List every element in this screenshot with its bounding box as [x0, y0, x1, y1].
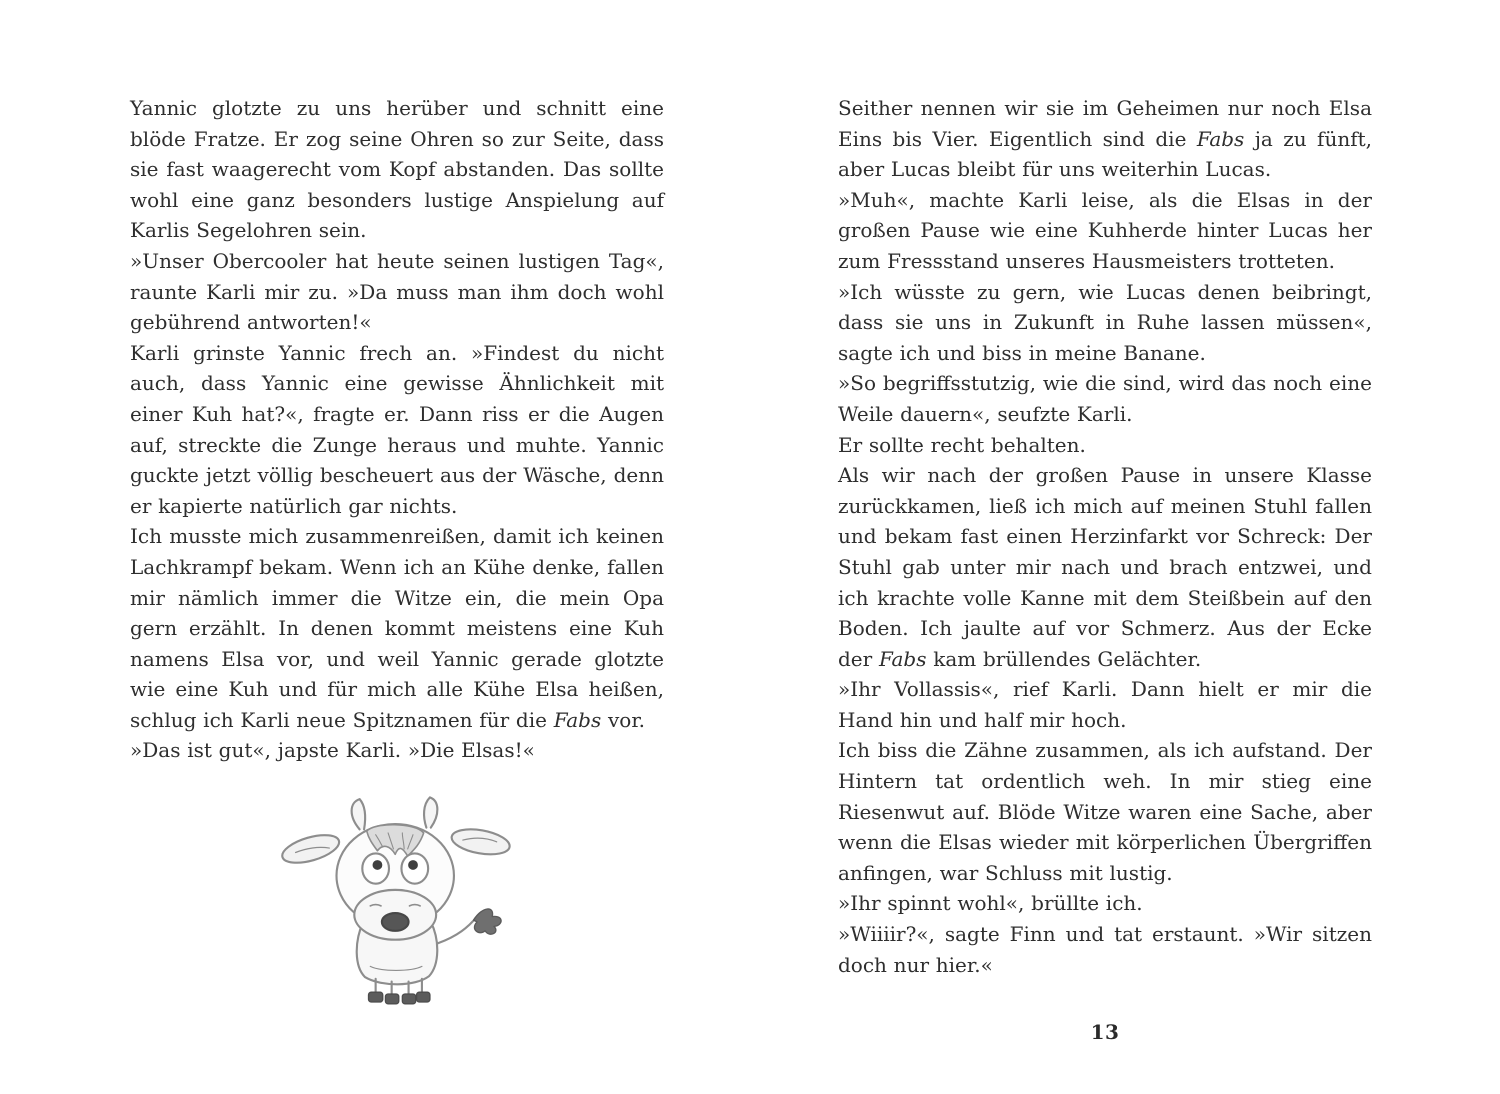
- italic-text: Fabs: [1196, 126, 1245, 151]
- paragraph: [130, 338, 664, 522]
- text-run: Yannic glotzte zu uns herüber und schnitt eine blöde Fratze. Er zog seine Ohren so zur Seite, dass sie fast waagerecht vom Kopf abstanden. Das sollte wohl eine ganz besonders lustige Anspielung auf Karlis Segelohren sein.: [130, 96, 664, 243]
- paragraph: [130, 735, 664, 766]
- cow-pupil-right: [408, 860, 418, 870]
- text-run: Ich musste mich zusammenreißen, damit ich keinen Lachkrampf bekam. Wenn ich an Kühe denke, fallen mir nämlich immer die Witze ein, die mein Opa gern erzählt. In denen kommt meistens eine Kuh namens Elsa vor, und weil Yannic gerade glotzte wie eine Kuh und für mich alle Kühe Elsa heißen, schlug ich Karli neue Spitznamen für die: [130, 524, 664, 732]
- text-run: Als wir nach der großen Pause in unsere Klasse zurückkamen, ließ ich mich auf meinen Stuhl fallen und bekam fast einen Herzinfarkt vor Schreck: Der Stuhl gab unter mir nach und brach entzwei, und ich krachte volle Kanne mit dem Steißbein auf den Boden. Ich jaulte auf vor Schmerz. Aus der Ecke der: [838, 463, 1372, 671]
- page-number: 13: [1090, 1020, 1120, 1045]
- cow-hoof: [402, 994, 415, 1004]
- text-run: »So begriffsstutzig, wie die sind, wird das noch eine Weile dauern«, seufzte Karli.: [838, 371, 1372, 426]
- left-page-text: [130, 93, 664, 766]
- text-run: »Muh«, machte Karli leise, als die Elsas in der großen Pause wie eine Kuhherde hinter Lucas her zum Fressstand unseres Hausmeisters trotteten.: [838, 187, 1372, 273]
- text-run: »Ihr spinnt wohl«, brüllte ich.: [838, 891, 1143, 916]
- right-page-text: [838, 93, 1372, 980]
- left-page: [130, 93, 664, 1014]
- paragraph: [838, 93, 1372, 185]
- paragraph: [838, 674, 1372, 735]
- cow-mouth: [382, 913, 409, 931]
- cow-tail: [438, 917, 477, 944]
- right-page: [838, 93, 1372, 1044]
- paragraph: [838, 735, 1372, 888]
- text-run: Er sollte recht behalten.: [838, 432, 1086, 457]
- paragraph: [130, 93, 664, 246]
- paragraph: [838, 277, 1372, 369]
- cow-sketch-illustration: [281, 792, 513, 1010]
- cow-hoof: [417, 992, 430, 1002]
- text-run: Seither nennen wir sie im Geheimen nur noch Elsa Eins bis Vier. Eigentlich sind die: [838, 96, 1372, 151]
- paragraph: [838, 888, 1372, 919]
- paragraph: [130, 521, 664, 735]
- paragraph: [838, 919, 1372, 980]
- text-run: vor.: [601, 707, 646, 732]
- paragraph: [838, 185, 1372, 277]
- italic-text: Fabs: [553, 707, 602, 732]
- text-run: kam brüllendes Gelächter.: [926, 646, 1202, 671]
- paragraph: [838, 460, 1372, 674]
- cow-tail-tuft: [474, 909, 502, 934]
- text-run: »Ihr Vollassis«, rief Karli. Dann hielt er mir die Hand hin und half mir hoch.: [838, 677, 1372, 732]
- cow-illustration: [130, 792, 664, 1014]
- cow-hoof: [385, 994, 398, 1004]
- paragraph: [130, 246, 664, 338]
- text-run: »Unser Obercooler hat heute seinen lustigen Tag«, raunte Karli mir zu. »Da muss man ihm doch wohl gebührend antworten!«: [130, 248, 664, 335]
- text-run: Ich biss die Zähne zusammen, als ich aufstand. Der Hintern tat ordentlich weh. In mir stieg eine Riesenwut auf. Blöde Witze waren eine Sache, aber wenn die Elsas wieder mit körperlichen Übergriffen anfingen, war Schluss mit lustig.: [838, 738, 1372, 885]
- text-run: »Ich wüsste zu gern, wie Lucas denen beibringt, dass sie uns in Zukunft in Ruhe lassen müssen«, sagte ich und biss in meine Banane.: [838, 279, 1372, 365]
- text-run: »Das ist gut«, japste Karli. »Die Elsas!«: [130, 738, 535, 763]
- text-run: Karli grinste Yannic frech an. »Findest du nicht auch, dass Yannic eine gewisse Ähnlichkeit mit einer Kuh hat?«, fragte er. Dann riss er die Augen auf, streckte die Zunge heraus und muhte. Yannic guckte jetzt völlig bescheuert aus der Wäsche, denn er kapierte natürlich gar nichts.: [130, 340, 664, 518]
- cow-pupil-left: [373, 860, 383, 870]
- text-run: »Wiiiir?«, sagte Finn und tat erstaunt. »Wir sitzen doch nur hier.«: [838, 922, 1372, 977]
- cow-horn-right: [424, 797, 437, 827]
- cow-ear-right: [450, 825, 512, 858]
- paragraph: [838, 368, 1372, 429]
- cow-ear-left: [281, 830, 342, 868]
- paragraph: [838, 430, 1372, 461]
- cow-horn-left: [352, 799, 365, 829]
- cow-hoof: [369, 992, 383, 1002]
- italic-text: Fabs: [878, 646, 927, 671]
- text-run: ja zu fünft, aber Lucas bleibt für uns weiterhin Lucas.: [838, 126, 1373, 182]
